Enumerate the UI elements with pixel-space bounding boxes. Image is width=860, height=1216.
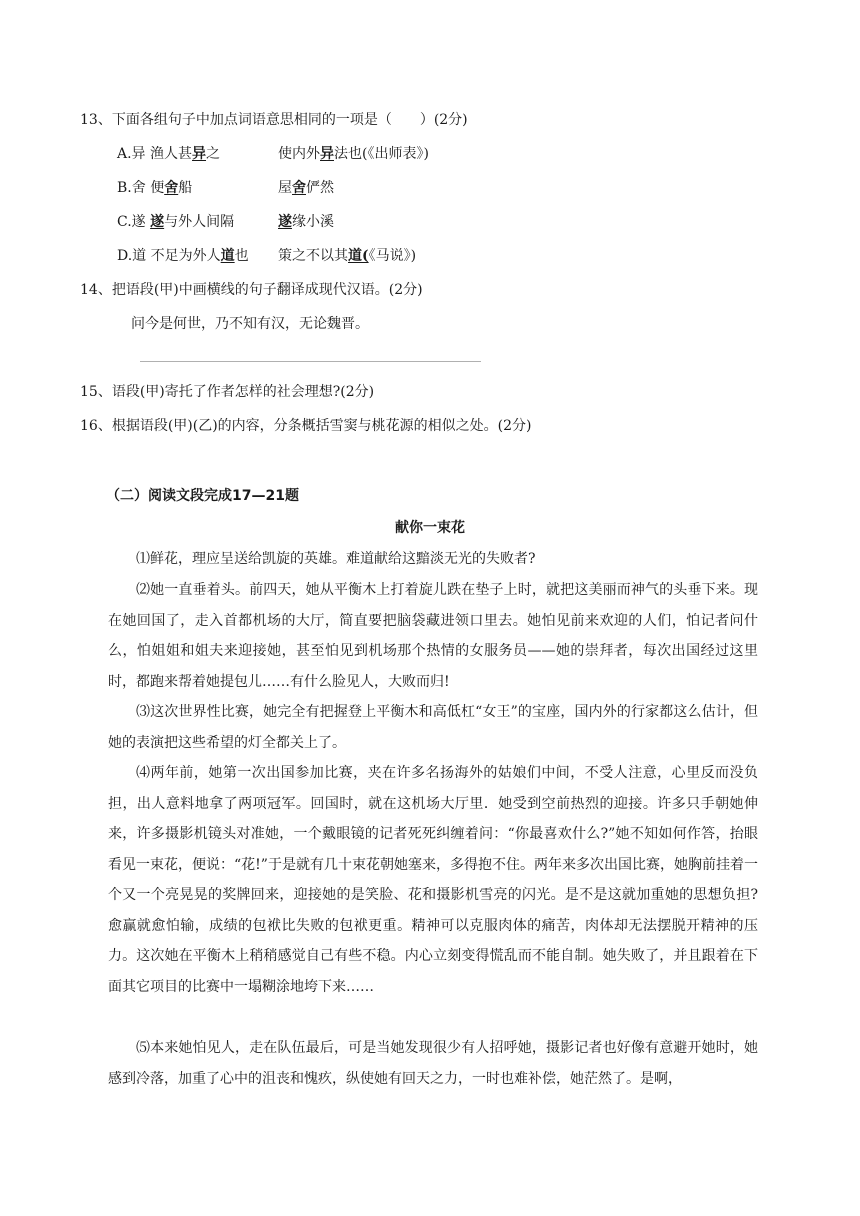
paragraph-3: ⑶这次世界性比赛，她完全有把握登上平衡木和高低杠“女王”的宝座，国内外的行家都这么估计，但她的表演把这些希望的灯全都关上了。 bbox=[108, 704, 758, 751]
q15-stem: 15、语段(甲)寄托了作者怎样的社会理想?(2分) bbox=[80, 384, 375, 400]
option-c-left: C.遂 遂与外人间隔 bbox=[117, 214, 235, 230]
q14-answer-line[interactable] bbox=[140, 361, 481, 362]
option-a-left: A.异 渔人甚异之 bbox=[117, 146, 221, 162]
paragraph-1: ⑴鲜花，理应呈送给凯旋的英雄。难道献给这黯淡无光的失败者? bbox=[136, 551, 536, 567]
paragraph-5: ⑸本来她怕见人，走在队伍最后，可是当她发现很少有人招呼她，摄影记者也好像有意避开她时，她感到冷落，加重了心中的沮丧和愧疚，纵使她有回天之力，一时也难补偿，她茫然了。是啊， bbox=[108, 1040, 758, 1087]
article-title: 献你一束花 bbox=[395, 520, 465, 536]
option-d-right: 策之不以其道(《马说》) bbox=[278, 248, 417, 264]
option-a-right: 使内外异法也(《出师表》) bbox=[278, 146, 429, 162]
q13-option-d bbox=[117, 246, 717, 266]
option-c-right: 遂缘小溪 bbox=[278, 214, 334, 230]
q14-sentence: 问今是何世，乃不知有汉，无论魏晋。 bbox=[131, 316, 369, 332]
option-b-right: 屋舍俨然 bbox=[278, 180, 334, 196]
option-d-left: D.道 不足为外人道也 bbox=[117, 248, 249, 264]
q14-stem: 14、把语段(甲)中画横线的句子翻译成现代汉语。(2分) bbox=[80, 282, 423, 298]
paragraph-2: ⑵她一直垂着头。前四天，她从平衡木上打着旋儿跌在垫子上时，就把这美丽而神气的头垂下来。现在她回国了，走入首都机场的大厅，简直要把脑袋藏进领口里去。她怕见前来欢迎的人们，怕记者问什么，怕姐姐和姐夫来迎接她，甚至怕见到机场那个热情的女服务员——她的崇拜者，每次出国经过这里时，都跑来帮着她提包儿……有什么脸见人，大败而归! bbox=[108, 582, 758, 690]
q13-option-b bbox=[117, 178, 717, 198]
section-heading: （二）阅读文段完成17—21题 bbox=[106, 488, 299, 504]
q16-stem: 16、根据语段(甲)(乙)的内容，分条概括雪窦与桃花源的相似之处。(2分) bbox=[80, 418, 532, 434]
paragraph-4: ⑷两年前，她第一次出国参加比赛，夹在许多名扬海外的姑娘们中间，不受人注意，心里反而没负担，出人意料地拿了两项冠军。回国时，就在这机场大厅里．她受到空前热烈的迎接。许多只手朝她伸来，许多摄影机镜头对准她，一个戴眼镜的记者死死纠缠着问：“你最喜欢什么?”她不知如何作答，抬眼看见一束花，便说：“花!”于是就有几十束花朝她塞来，多得抱不住。两年来多次出国比赛，她胸前挂着一个又一个亮晃晃的奖牌回来，迎接她的是笑脸、花和摄影机雪亮的闪光。是不是这就加重她的思想负担?愈赢就愈怕输，成绩的包袱比失败的包袱更重。精神可以克服肉体的痛苦，肉体却无法摆脱开精神的压力。这次她在平衡木上稍稍感觉自己有些不稳。内心立刻变得慌乱而不能自制。她失败了，并且跟着在下面其它项目的比赛中一塌糊涂地垮下来…… bbox=[108, 765, 758, 995]
option-b-left: B.舍 便舍船 bbox=[117, 180, 193, 196]
q13-option-c bbox=[117, 212, 717, 232]
q13-option-a bbox=[117, 144, 717, 164]
q13-stem: 13、下面各组句子中加点词语意思相同的一项是（ ）(2分) bbox=[80, 112, 468, 128]
